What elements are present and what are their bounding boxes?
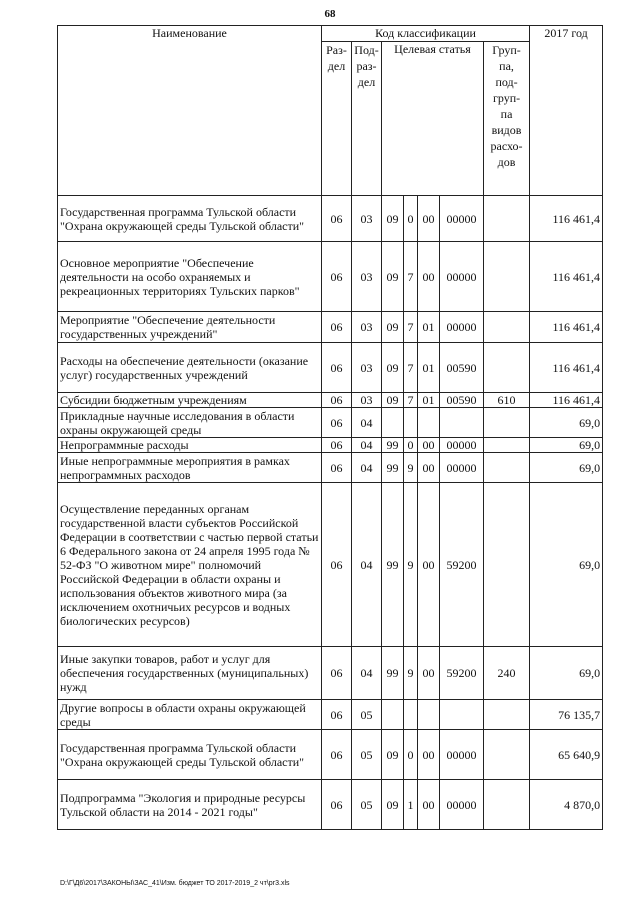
cell-rz: 06 [322, 242, 352, 312]
table-row [58, 453, 603, 483]
cell-c1: 99 [382, 438, 404, 453]
cell-vr [484, 196, 530, 242]
header-subsection: Под- раз- дел [352, 42, 382, 196]
cell-c2: 1 [404, 780, 418, 830]
table-row [58, 780, 603, 830]
cell-rz: 06 [322, 393, 352, 408]
cell-name: Непрограммные расходы [58, 438, 322, 453]
cell-c3 [418, 408, 440, 438]
cell-c1: 99 [382, 453, 404, 483]
header-section: Раз- дел [322, 42, 352, 196]
cell-c1: 09 [382, 343, 404, 393]
header-target: Целевая статья [382, 42, 484, 196]
cell-vr [484, 408, 530, 438]
cell-pr: 04 [352, 453, 382, 483]
cell-c4: 00000 [440, 780, 484, 830]
cell-c1: 99 [382, 647, 404, 700]
cell-c4: 00000 [440, 730, 484, 780]
cell-name: Иные непрограммные мероприятия в рамках непрограммных расходов [58, 453, 322, 483]
cell-pr: 03 [352, 393, 382, 408]
cell-name: Государственная программа Тульской области "Охрана окружающей среды Тульской области" [58, 196, 322, 242]
cell-name: Другие вопросы в области охраны окружающей среды [58, 700, 322, 730]
cell-c1: 09 [382, 730, 404, 780]
cell-pr: 04 [352, 647, 382, 700]
cell-c3: 00 [418, 780, 440, 830]
cell-name: Субсидии бюджетным учреждениям [58, 393, 322, 408]
file-path-footer: D:\Г\Д6\2017\ЗАКОНЫ\ЗАС_41\Изм. бюджет ТО 2017-2019_2 чт\рг3.xls [60, 880, 290, 887]
cell-c3: 00 [418, 438, 440, 453]
table-row [58, 647, 603, 700]
cell-c2 [404, 700, 418, 730]
table-row [58, 730, 603, 780]
cell-rz: 06 [322, 343, 352, 393]
cell-c1: 09 [382, 196, 404, 242]
header-code: Код классификации [322, 26, 530, 42]
cell-vr: 610 [484, 393, 530, 408]
cell-c3: 00 [418, 647, 440, 700]
cell-c3: 00 [418, 730, 440, 780]
cell-rz: 06 [322, 647, 352, 700]
cell-name: Расходы на обеспечение деятельности (оказание услуг) государственных учреждений [58, 343, 322, 393]
cell-c4: 00000 [440, 453, 484, 483]
cell-c3: 00 [418, 483, 440, 647]
cell-rz: 06 [322, 453, 352, 483]
cell-sum: 69,0 [530, 438, 603, 453]
cell-c1: 99 [382, 483, 404, 647]
cell-rz: 06 [322, 196, 352, 242]
cell-pr: 03 [352, 196, 382, 242]
cell-c3: 00 [418, 242, 440, 312]
cell-c3: 01 [418, 393, 440, 408]
cell-pr: 05 [352, 780, 382, 830]
cell-rz: 06 [322, 730, 352, 780]
cell-c2: 0 [404, 730, 418, 780]
cell-pr: 04 [352, 483, 382, 647]
cell-name: Мероприятие "Обеспечение деятельности государственных учреждений" [58, 312, 322, 343]
cell-c3: 00 [418, 196, 440, 242]
cell-c2: 9 [404, 453, 418, 483]
cell-sum: 116 461,4 [530, 343, 603, 393]
cell-vr [484, 343, 530, 393]
cell-sum: 116 461,4 [530, 242, 603, 312]
cell-pr: 03 [352, 343, 382, 393]
cell-pr: 04 [352, 408, 382, 438]
cell-name: Государственная программа Тульской области "Охрана окружающей среды Тульской области" [58, 730, 322, 780]
cell-c1: 09 [382, 780, 404, 830]
cell-c4: 00590 [440, 343, 484, 393]
cell-c1: 09 [382, 242, 404, 312]
cell-vr [484, 780, 530, 830]
cell-c4 [440, 408, 484, 438]
cell-sum: 76 135,7 [530, 700, 603, 730]
table-row [58, 408, 603, 438]
table-row [58, 393, 603, 408]
cell-sum: 69,0 [530, 483, 603, 647]
table-row [58, 343, 603, 393]
cell-c2: 0 [404, 196, 418, 242]
header-group: Груп- па, под- груп- па видов расхо- дов [484, 42, 530, 196]
cell-sum: 69,0 [530, 408, 603, 438]
cell-c2: 9 [404, 647, 418, 700]
table-row [58, 483, 603, 647]
cell-c2: 7 [404, 242, 418, 312]
cell-sum: 65 640,9 [530, 730, 603, 780]
cell-pr: 03 [352, 312, 382, 343]
cell-name: Подпрограмма "Экология и природные ресурсы Тульской области на 2014 - 2021 годы" [58, 780, 322, 830]
cell-sum: 69,0 [530, 453, 603, 483]
cell-c4: 00000 [440, 242, 484, 312]
cell-c1: 09 [382, 393, 404, 408]
cell-c3: 00 [418, 453, 440, 483]
cell-vr [484, 700, 530, 730]
cell-sum: 116 461,4 [530, 393, 603, 408]
cell-name: Основное мероприятие "Обеспечение деятельности на особо охраняемых и рекреационных территориях Тульских парков" [58, 242, 322, 312]
cell-vr: 240 [484, 647, 530, 700]
table-row [58, 438, 603, 453]
cell-sum: 116 461,4 [530, 312, 603, 343]
cell-vr [484, 312, 530, 343]
cell-vr [484, 242, 530, 312]
cell-c2: 7 [404, 312, 418, 343]
cell-c3: 01 [418, 312, 440, 343]
cell-c2: 7 [404, 343, 418, 393]
table-row [58, 700, 603, 730]
cell-c4: 59200 [440, 647, 484, 700]
page-number: 68 [324, 8, 336, 20]
cell-pr: 04 [352, 438, 382, 453]
cell-sum: 116 461,4 [530, 196, 603, 242]
cell-vr [484, 438, 530, 453]
cell-c4: 00000 [440, 312, 484, 343]
cell-c1 [382, 408, 404, 438]
table-row [58, 242, 603, 312]
cell-c3: 01 [418, 343, 440, 393]
cell-c2: 0 [404, 438, 418, 453]
cell-c1: 09 [382, 312, 404, 343]
cell-c2: 9 [404, 483, 418, 647]
cell-c4: 00000 [440, 196, 484, 242]
cell-c3 [418, 700, 440, 730]
cell-c1 [382, 700, 404, 730]
cell-c4: 59200 [440, 483, 484, 647]
table-row [58, 312, 603, 343]
cell-c4: 00000 [440, 438, 484, 453]
cell-name: Иные закупки товаров, работ и услуг для обеспечения государственных (муниципальных) нужд [58, 647, 322, 700]
header-name: Наименование [58, 26, 322, 196]
budget-table [57, 25, 603, 830]
cell-c2: 7 [404, 393, 418, 408]
cell-pr: 05 [352, 700, 382, 730]
cell-sum: 4 870,0 [530, 780, 603, 830]
cell-rz: 06 [322, 700, 352, 730]
cell-rz: 06 [322, 312, 352, 343]
cell-rz: 06 [322, 408, 352, 438]
cell-vr [484, 483, 530, 647]
cell-c4: 00590 [440, 393, 484, 408]
cell-vr [484, 730, 530, 780]
cell-pr: 05 [352, 730, 382, 780]
cell-name: Прикладные научные исследования в области охраны окружающей среды [58, 408, 322, 438]
cell-name: Осуществление переданных органам государственной власти субъектов Российской Федерации в соответствии с частью первой статьи 6 Федерального закона от 24 апреля 1995 года № 52-ФЗ "О животном мире" полномочий Российской Федерации в области охраны и использования объектов животного мира (за исключением охотничьих ресурсов и водных биологических ресурсов) [58, 483, 322, 647]
table-row [58, 196, 603, 242]
header-year: 2017 год [530, 26, 603, 196]
cell-rz: 06 [322, 483, 352, 647]
cell-c2 [404, 408, 418, 438]
cell-rz: 06 [322, 780, 352, 830]
cell-vr [484, 453, 530, 483]
cell-c4 [440, 700, 484, 730]
cell-sum: 69,0 [530, 647, 603, 700]
cell-rz: 06 [322, 438, 352, 453]
cell-pr: 03 [352, 242, 382, 312]
